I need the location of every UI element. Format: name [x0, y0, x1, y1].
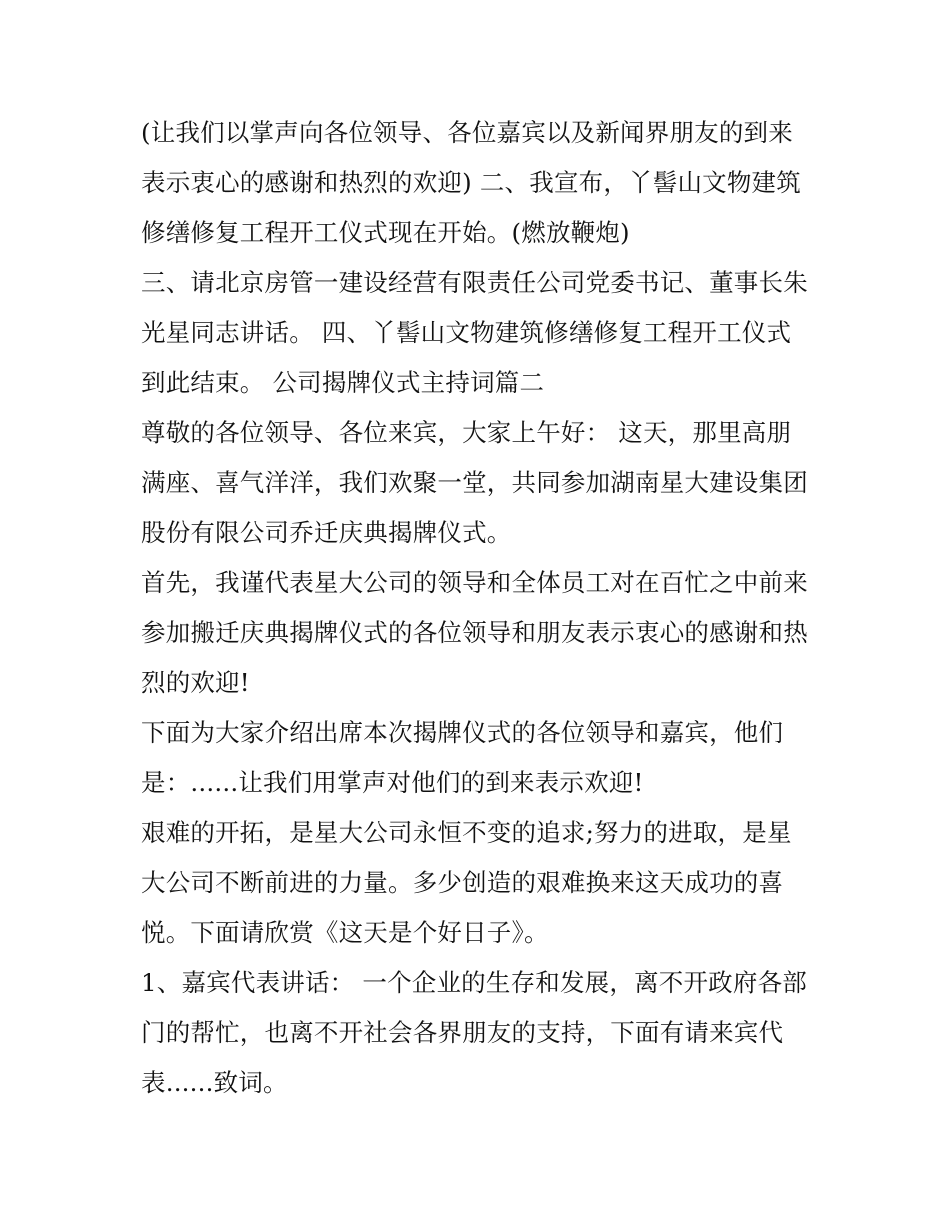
- document-body: [141, 108, 821, 1108]
- text-line-7: 尊敬的各位领导、各位来宾，大家上午好： 这天，那里高朋: [141, 418, 792, 447]
- text-line-12: 烈的欢迎!: [141, 668, 250, 697]
- text-line-1: (让我们以掌声向各位领导、各位嘉宾以及新闻界朋友的到来: [141, 118, 793, 147]
- text-line-14: 是：......让我们用掌声对他们的到来表示欢迎!: [141, 768, 644, 797]
- text-line-2: 表示衷心的感谢和热烈的欢迎) 二、我宣布，丫髻山文物建筑: [141, 168, 801, 197]
- text-line-10: 首先，我谨代表星大公司的领导和全体员工对在百忙之中前来: [141, 568, 808, 597]
- text-line-13: 下面为大家介绍出席本次揭牌仪式的各位领导和嘉宾，他们: [141, 718, 784, 747]
- text-line-19: 门的帮忙，也离不开社会各界朋友的支持，下面有请来宾代: [141, 1018, 784, 1047]
- text-line-9: 股份有限公司乔迁庆典揭牌仪式。: [141, 518, 512, 547]
- text-line-6: 到此结束。 公司揭牌仪式主持词篇二: [141, 368, 545, 397]
- text-line-20: 表......致词。: [141, 1068, 288, 1097]
- text-line-11: 参加搬迁庆典揭牌仪式的各位领导和朋友表示衷心的感谢和热: [141, 618, 808, 647]
- text-line-3: 修缮修复工程开工仪式现在开始。(燃放鞭炮): [141, 218, 630, 247]
- text-line-18: 1、嘉宾代表讲话： 一个企业的生存和发展，离不开政府各部: [141, 968, 807, 997]
- text-line-5: 光星同志讲话。 四、丫髻山文物建筑修缮修复工程开工仪式: [141, 318, 792, 347]
- text-line-17: 悦。下面请欣赏《这天是个好日子》。: [141, 918, 549, 947]
- text-line-4: 三、请北京房管一建设经营有限责任公司党委书记、董事长朱: [141, 268, 808, 297]
- text-line-8: 满座、喜气洋洋，我们欢聚一堂，共同参加湖南星大建设集团: [141, 468, 808, 497]
- text-line-16: 大公司不断前进的力量。多少创造的艰难换来这天成功的喜: [141, 868, 784, 897]
- text-line-15: 艰难的开拓，是星大公司永恒不变的追求;努力的进取，是星: [141, 818, 792, 847]
